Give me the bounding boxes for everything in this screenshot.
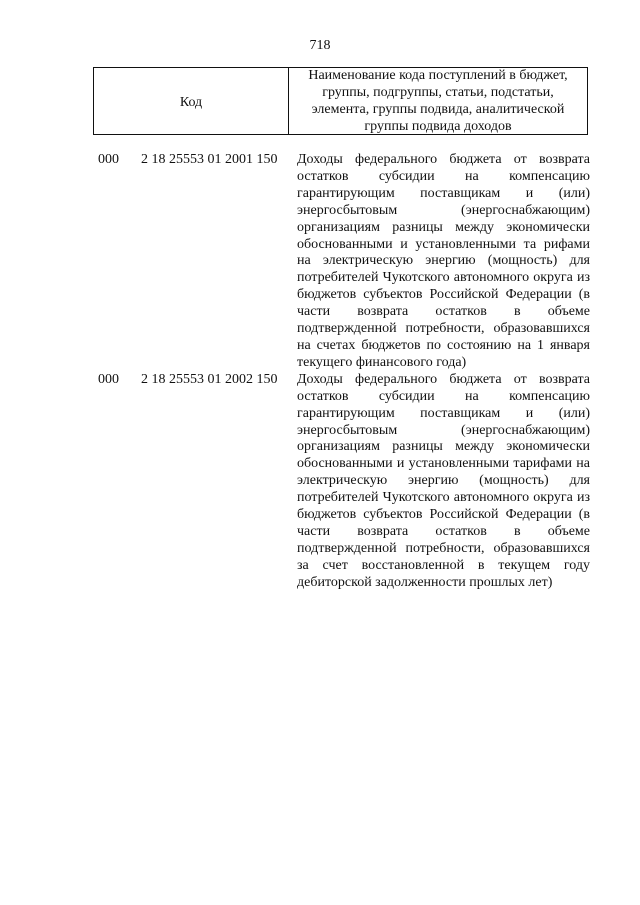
page-number: 718 (309, 38, 331, 53)
revenue-code: 2 18 25553 01 2001 150 (141, 152, 278, 167)
table-row (98, 372, 590, 592)
header-name-cell: Наименование кода поступлений в бюджет, группы, подгруппы, статьи, подстатьи, элемента, группы подвида, аналитической группы подвида доходов (308, 68, 568, 134)
table-header (93, 67, 588, 135)
revenue-code-list (98, 152, 590, 592)
admin-code: 000 (98, 371, 119, 387)
table-row (98, 152, 590, 372)
admin-code: 000 (98, 152, 119, 167)
revenue-description: Доходы федерального бюджета от возврата остатков субсидии на компенсацию гарантирующим поставщикам и (или) энергосбытовым (энергоснабжающим) организациям разницы между экономически обоснованными и установленными тарифами на электрическую энергию (мощность) для потребителей Чукотского автономного округа из бюджетов субъектов Российской Федерации (в части возврата остатков в объеме подтвержденной потребности, образовавшихся за счет восстановленной в текущем году дебиторской задолженности прошлых лет) (297, 371, 590, 590)
revenue-description: Доходы федерального бюджета от возврата остатков субсидии на компенсацию гарантирующим поставщикам и (или) энергосбытовым (энергоснабжающим) организациям разницы между экономически обоснованными и установленными та рифами на электрическую энергию (мощность) для потребителей Чукотского автономного округа из бюджетов субъектов Российской Федерации (в части возврата остатков в объеме подтвержденной потребности, образовавшихся на счетах бюджетов по состоянию на 1 января текущего финансового года) (297, 152, 590, 370)
header-code-cell: Код (94, 68, 289, 134)
revenue-code: 2 18 25553 01 2002 150 (141, 371, 278, 387)
